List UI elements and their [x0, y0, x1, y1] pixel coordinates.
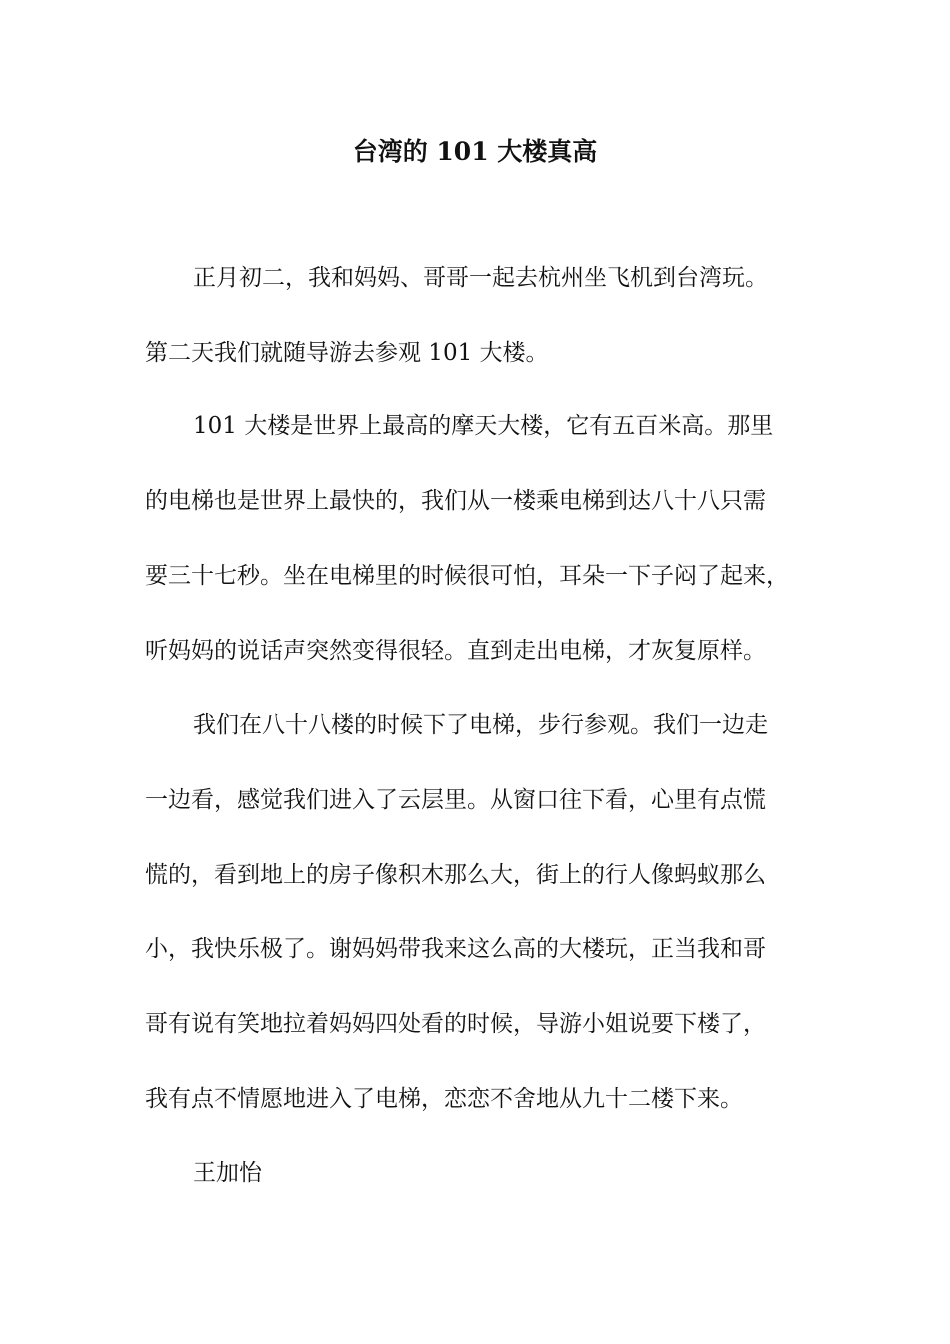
paragraph-2-line-2: 的电梯也是世界上最快的，我们从一楼乘电梯到达八十八只需 [145, 488, 766, 514]
author-name: 王加怡 [193, 1160, 262, 1186]
paragraph-3-line-3: 慌的，看到地上的房子像积木那么大，街上的行人像蚂蚁那么 [145, 862, 766, 888]
paragraph-3-line-6: 我有点不情愿地进入了电梯，恋恋不舍地从九十二楼下来。 [145, 1086, 743, 1112]
paragraph-1-line-2: 第二天我们就随导游去参观 101 大楼。 [145, 340, 549, 366]
paragraph-2-line-3: 要三十七秒。坐在电梯里的时候很可怕，耳朵一下子闷了起来， [145, 563, 789, 589]
document-title: 台湾的 101 大楼真高 [352, 137, 598, 166]
paragraph-3-line-5: 哥有说有笑地拉着妈妈四处看的时候，导游小姐说要下楼了， [145, 1011, 766, 1037]
paragraph-3-line-1: 我们在八十八楼的时候下了电梯，步行参观。我们一边走 [193, 712, 768, 738]
paragraph-2-line-4: 听妈妈的说话声突然变得很轻。直到走出电梯，才灰复原样。 [145, 638, 766, 664]
paragraph-3-line-4: 小，我快乐极了。谢妈妈带我来这么高的大楼玩，正当我和哥 [145, 936, 766, 962]
paragraph-3-line-2: 一边看，感觉我们进入了云层里。从窗口往下看，心里有点慌 [145, 787, 766, 813]
paragraph-2-line-1: 101 大楼是世界上最高的摩天大楼，它有五百米高。那里 [193, 413, 774, 439]
paragraph-1-line-1: 正月初二，我和妈妈、哥哥一起去杭州坐飞机到台湾玩。 [193, 265, 768, 291]
